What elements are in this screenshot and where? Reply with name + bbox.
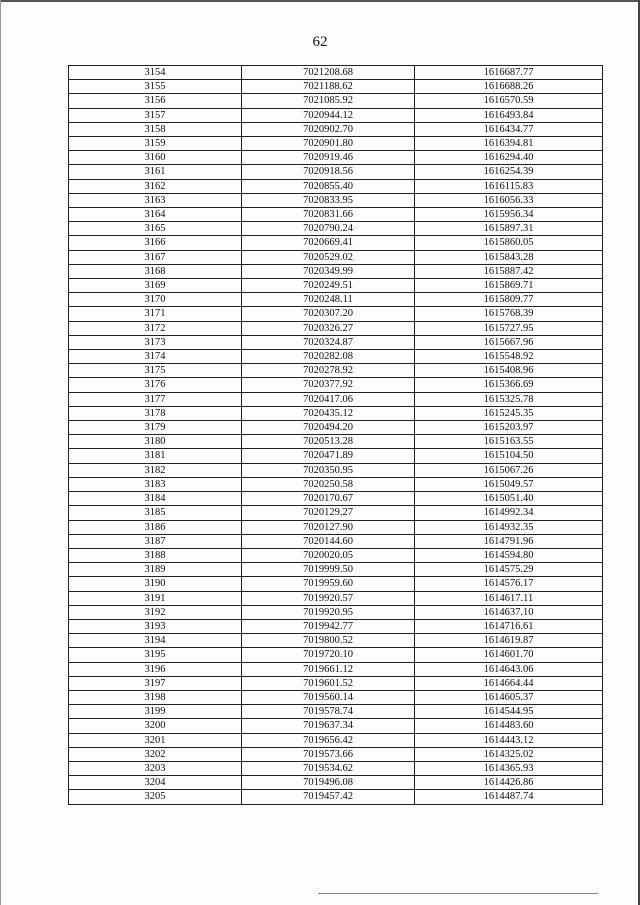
y-coordinate-cell: 1615860.05 <box>415 236 603 250</box>
point-number-cell: 3162 <box>69 179 242 193</box>
y-coordinate-cell: 1616394.81 <box>415 137 603 151</box>
table-row <box>69 236 603 250</box>
x-coordinate-cell: 7019942.77 <box>242 619 415 633</box>
table-row <box>69 747 603 761</box>
table-row <box>69 293 603 307</box>
table-row <box>69 321 603 335</box>
point-number-cell: 3175 <box>69 364 242 378</box>
y-coordinate-cell: 1615667.96 <box>415 335 603 349</box>
point-number-cell: 3185 <box>69 506 242 520</box>
table-row <box>69 307 603 321</box>
point-number-cell: 3191 <box>69 591 242 605</box>
table-row <box>69 648 603 662</box>
table-row <box>69 421 603 435</box>
x-coordinate-cell: 7020282.08 <box>242 350 415 364</box>
point-number-cell: 3168 <box>69 264 242 278</box>
table-row <box>69 108 603 122</box>
y-coordinate-cell: 1614544.95 <box>415 705 603 719</box>
y-coordinate-cell: 1615809.77 <box>415 293 603 307</box>
point-number-cell: 3200 <box>69 719 242 733</box>
point-number-cell: 3176 <box>69 378 242 392</box>
table-row <box>69 193 603 207</box>
x-coordinate-cell: 7019560.14 <box>242 690 415 704</box>
y-coordinate-cell: 1614932.35 <box>415 520 603 534</box>
table-row <box>69 80 603 94</box>
point-number-cell: 3161 <box>69 165 242 179</box>
scan-edge-left <box>0 0 1 905</box>
y-coordinate-cell: 1615325.78 <box>415 392 603 406</box>
table-row <box>69 250 603 264</box>
x-coordinate-cell: 7020790.24 <box>242 222 415 236</box>
y-coordinate-cell: 1614643.06 <box>415 662 603 676</box>
x-coordinate-cell: 7019457.42 <box>242 790 415 804</box>
table-row <box>69 392 603 406</box>
x-coordinate-cell: 7020471.89 <box>242 449 415 463</box>
y-coordinate-cell: 1615887.42 <box>415 264 603 278</box>
point-number-cell: 3158 <box>69 122 242 136</box>
x-coordinate-cell: 7020350.95 <box>242 463 415 477</box>
x-coordinate-cell: 7019920.95 <box>242 605 415 619</box>
y-coordinate-cell: 1615956.34 <box>415 208 603 222</box>
point-number-cell: 3178 <box>69 406 242 420</box>
point-number-cell: 3174 <box>69 350 242 364</box>
y-coordinate-cell: 1615067.26 <box>415 463 603 477</box>
table-row <box>69 520 603 534</box>
table-row <box>69 705 603 719</box>
table-row <box>69 279 603 293</box>
point-number-cell: 3165 <box>69 222 242 236</box>
table-row <box>69 151 603 165</box>
point-number-cell: 3187 <box>69 534 242 548</box>
x-coordinate-cell: 7020513.28 <box>242 435 415 449</box>
point-number-cell: 3177 <box>69 392 242 406</box>
table-row <box>69 577 603 591</box>
y-coordinate-cell: 1615408.96 <box>415 364 603 378</box>
y-coordinate-cell: 1616434.77 <box>415 122 603 136</box>
y-coordinate-cell: 1615049.57 <box>415 477 603 491</box>
x-coordinate-cell: 7021085.92 <box>242 94 415 108</box>
x-coordinate-cell: 7020417.06 <box>242 392 415 406</box>
table-row <box>69 591 603 605</box>
footer-rule <box>318 893 598 894</box>
point-number-cell: 3157 <box>69 108 242 122</box>
x-coordinate-cell: 7020831.66 <box>242 208 415 222</box>
y-coordinate-cell: 1615727.95 <box>415 321 603 335</box>
table-row <box>69 477 603 491</box>
x-coordinate-cell: 7020020.05 <box>242 548 415 562</box>
point-number-cell: 3196 <box>69 662 242 676</box>
y-coordinate-cell: 1615869.71 <box>415 279 603 293</box>
x-coordinate-cell: 7020377.92 <box>242 378 415 392</box>
x-coordinate-cell: 7019573.66 <box>242 747 415 761</box>
y-coordinate-cell: 1616570.59 <box>415 94 603 108</box>
point-number-cell: 3194 <box>69 634 242 648</box>
coordinates-table <box>68 65 603 805</box>
y-coordinate-cell: 1614664.44 <box>415 676 603 690</box>
y-coordinate-cell: 1614426.86 <box>415 776 603 790</box>
y-coordinate-cell: 1615245.35 <box>415 406 603 420</box>
y-coordinate-cell: 1616493.84 <box>415 108 603 122</box>
table-row <box>69 790 603 804</box>
y-coordinate-cell: 1616115.83 <box>415 179 603 193</box>
point-number-cell: 3192 <box>69 605 242 619</box>
point-number-cell: 3160 <box>69 151 242 165</box>
x-coordinate-cell: 7020435.12 <box>242 406 415 420</box>
x-coordinate-cell: 7019920.57 <box>242 591 415 605</box>
point-number-cell: 3163 <box>69 193 242 207</box>
point-number-cell: 3172 <box>69 321 242 335</box>
x-coordinate-cell: 7020249.51 <box>242 279 415 293</box>
page-number: 62 <box>312 34 328 50</box>
table-row <box>69 179 603 193</box>
point-number-cell: 3170 <box>69 293 242 307</box>
y-coordinate-cell: 1616294.40 <box>415 151 603 165</box>
x-coordinate-cell: 7020944.12 <box>242 108 415 122</box>
x-coordinate-cell: 7020326.27 <box>242 321 415 335</box>
x-coordinate-cell: 7020248.11 <box>242 293 415 307</box>
y-coordinate-cell: 1616254.39 <box>415 165 603 179</box>
y-coordinate-cell: 1614576.17 <box>415 577 603 591</box>
point-number-cell: 3189 <box>69 563 242 577</box>
y-coordinate-cell: 1615897.31 <box>415 222 603 236</box>
x-coordinate-cell: 7020127.90 <box>242 520 415 534</box>
table-row <box>69 676 603 690</box>
y-coordinate-cell: 1614325.02 <box>415 747 603 761</box>
y-coordinate-cell: 1614487.74 <box>415 790 603 804</box>
x-coordinate-cell: 7019578.74 <box>242 705 415 719</box>
table-row <box>69 776 603 790</box>
y-coordinate-cell: 1614365.93 <box>415 761 603 775</box>
table-row <box>69 94 603 108</box>
table-row <box>69 463 603 477</box>
table-row <box>69 208 603 222</box>
y-coordinate-cell: 1615843.28 <box>415 250 603 264</box>
table-row <box>69 406 603 420</box>
x-coordinate-cell: 7019999.50 <box>242 563 415 577</box>
point-number-cell: 3159 <box>69 137 242 151</box>
x-coordinate-cell: 7019959.60 <box>242 577 415 591</box>
x-coordinate-cell: 7020833.95 <box>242 193 415 207</box>
y-coordinate-cell: 1614992.34 <box>415 506 603 520</box>
table-row <box>69 364 603 378</box>
point-number-cell: 3183 <box>69 477 242 491</box>
point-number-cell: 3156 <box>69 94 242 108</box>
x-coordinate-cell: 7020919.46 <box>242 151 415 165</box>
table-row <box>69 662 603 676</box>
table-row <box>69 548 603 562</box>
x-coordinate-cell: 7019661.12 <box>242 662 415 676</box>
point-number-cell: 3201 <box>69 733 242 747</box>
x-coordinate-cell: 7020144.60 <box>242 534 415 548</box>
table-row <box>69 761 603 775</box>
point-number-cell: 3202 <box>69 747 242 761</box>
table-row <box>69 66 603 80</box>
table-row <box>69 605 603 619</box>
y-coordinate-cell: 1616056.33 <box>415 193 603 207</box>
y-coordinate-cell: 1614617.11 <box>415 591 603 605</box>
table-row <box>69 492 603 506</box>
point-number-cell: 3198 <box>69 690 242 704</box>
x-coordinate-cell: 7020324.87 <box>242 335 415 349</box>
x-coordinate-cell: 7020307.20 <box>242 307 415 321</box>
table-row <box>69 335 603 349</box>
y-coordinate-cell: 1614575.29 <box>415 563 603 577</box>
x-coordinate-cell: 7019720.10 <box>242 648 415 662</box>
point-number-cell: 3169 <box>69 279 242 293</box>
table-row <box>69 563 603 577</box>
y-coordinate-cell: 1616688.26 <box>415 80 603 94</box>
table-row <box>69 350 603 364</box>
table-row <box>69 634 603 648</box>
table-row <box>69 264 603 278</box>
x-coordinate-cell: 7019496.08 <box>242 776 415 790</box>
point-number-cell: 3205 <box>69 790 242 804</box>
point-number-cell: 3180 <box>69 435 242 449</box>
y-coordinate-cell: 1614637.10 <box>415 605 603 619</box>
table-row <box>69 435 603 449</box>
table-row <box>69 719 603 733</box>
y-coordinate-cell: 1614443.12 <box>415 733 603 747</box>
y-coordinate-cell: 1615203.97 <box>415 421 603 435</box>
table-row <box>69 222 603 236</box>
table-row <box>69 122 603 136</box>
x-coordinate-cell: 7020349.99 <box>242 264 415 278</box>
y-coordinate-cell: 1614619.87 <box>415 634 603 648</box>
point-number-cell: 3179 <box>69 421 242 435</box>
y-coordinate-cell: 1614483.60 <box>415 719 603 733</box>
x-coordinate-cell: 7020129.27 <box>242 506 415 520</box>
point-number-cell: 3173 <box>69 335 242 349</box>
coordinates-table-body <box>69 66 603 805</box>
y-coordinate-cell: 1615051.40 <box>415 492 603 506</box>
point-number-cell: 3167 <box>69 250 242 264</box>
y-coordinate-cell: 1615366.69 <box>415 378 603 392</box>
y-coordinate-cell: 1615548.92 <box>415 350 603 364</box>
y-coordinate-cell: 1614594.80 <box>415 548 603 562</box>
point-number-cell: 3154 <box>69 66 242 80</box>
x-coordinate-cell: 7020902.70 <box>242 122 415 136</box>
y-coordinate-cell: 1614605.37 <box>415 690 603 704</box>
x-coordinate-cell: 7020669.41 <box>242 236 415 250</box>
point-number-cell: 3190 <box>69 577 242 591</box>
x-coordinate-cell: 7020918.56 <box>242 165 415 179</box>
point-number-cell: 3182 <box>69 463 242 477</box>
point-number-cell: 3166 <box>69 236 242 250</box>
y-coordinate-cell: 1615163.55 <box>415 435 603 449</box>
y-coordinate-cell: 1615104.50 <box>415 449 603 463</box>
y-coordinate-cell: 1614791.96 <box>415 534 603 548</box>
x-coordinate-cell: 7019800.52 <box>242 634 415 648</box>
point-number-cell: 3164 <box>69 208 242 222</box>
table-row <box>69 506 603 520</box>
x-coordinate-cell: 7019534.62 <box>242 761 415 775</box>
table-row <box>69 165 603 179</box>
point-number-cell: 3195 <box>69 648 242 662</box>
point-number-cell: 3204 <box>69 776 242 790</box>
x-coordinate-cell: 7020170.67 <box>242 492 415 506</box>
x-coordinate-cell: 7020901.80 <box>242 137 415 151</box>
point-number-cell: 3184 <box>69 492 242 506</box>
point-number-cell: 3203 <box>69 761 242 775</box>
table-row <box>69 690 603 704</box>
point-number-cell: 3193 <box>69 619 242 633</box>
point-number-cell: 3188 <box>69 548 242 562</box>
x-coordinate-cell: 7021208.68 <box>242 66 415 80</box>
x-coordinate-cell: 7019656.42 <box>242 733 415 747</box>
point-number-cell: 3197 <box>69 676 242 690</box>
table-row <box>69 619 603 633</box>
x-coordinate-cell: 7020250.58 <box>242 477 415 491</box>
x-coordinate-cell: 7019637.34 <box>242 719 415 733</box>
y-coordinate-cell: 1614716.61 <box>415 619 603 633</box>
table-row <box>69 137 603 151</box>
y-coordinate-cell: 1615768.39 <box>415 307 603 321</box>
point-number-cell: 3155 <box>69 80 242 94</box>
table-row <box>69 534 603 548</box>
table-row <box>69 378 603 392</box>
point-number-cell: 3186 <box>69 520 242 534</box>
x-coordinate-cell: 7020494.20 <box>242 421 415 435</box>
x-coordinate-cell: 7020855.40 <box>242 179 415 193</box>
x-coordinate-cell: 7020278.92 <box>242 364 415 378</box>
table-row <box>69 733 603 747</box>
point-number-cell: 3199 <box>69 705 242 719</box>
table-row <box>69 449 603 463</box>
x-coordinate-cell: 7021188.62 <box>242 80 415 94</box>
point-number-cell: 3171 <box>69 307 242 321</box>
x-coordinate-cell: 7020529.02 <box>242 250 415 264</box>
y-coordinate-cell: 1616687.77 <box>415 66 603 80</box>
point-number-cell: 3181 <box>69 449 242 463</box>
y-coordinate-cell: 1614601.70 <box>415 648 603 662</box>
x-coordinate-cell: 7019601.52 <box>242 676 415 690</box>
scan-edge-top <box>0 0 640 2</box>
